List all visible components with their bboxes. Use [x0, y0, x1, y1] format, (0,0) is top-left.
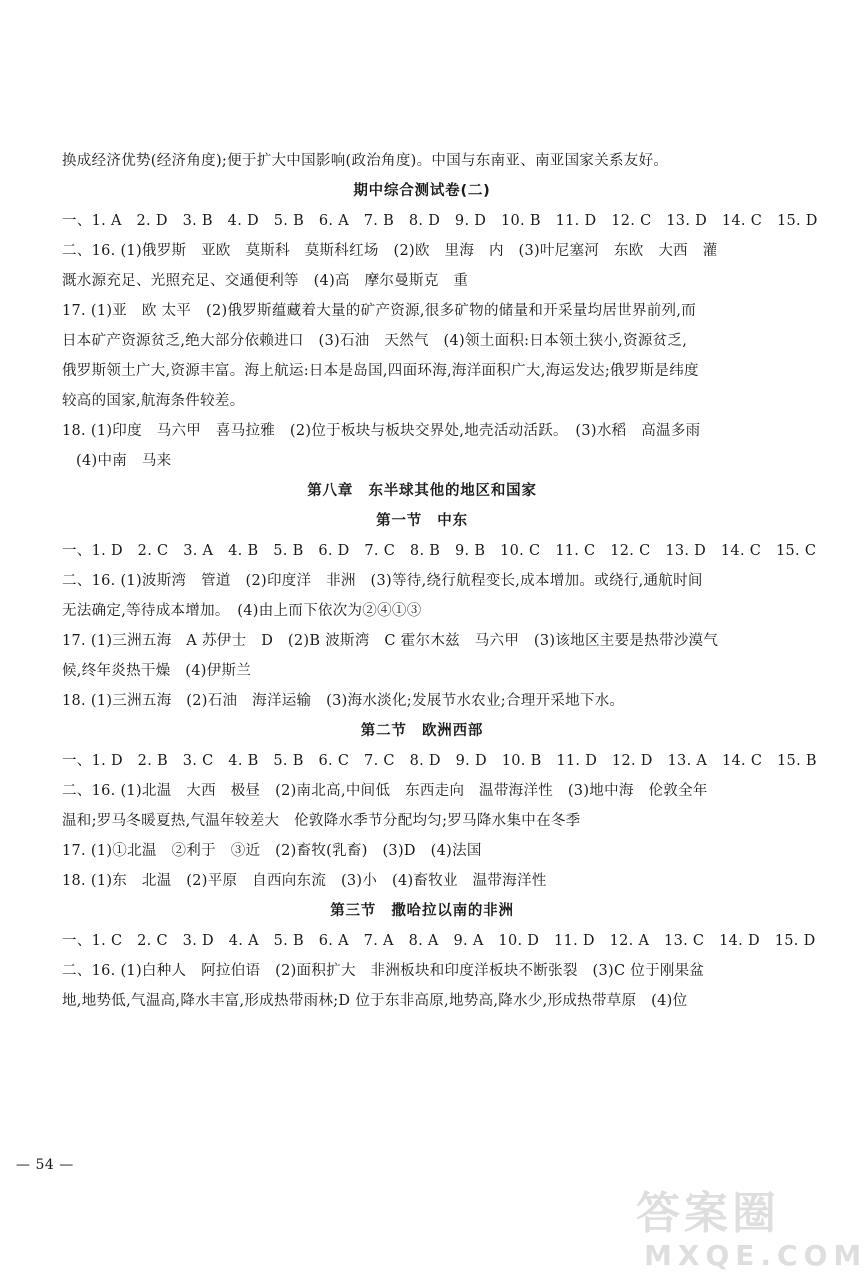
text-line: 二、16. (1)波斯湾 管道 (2)印度洋 非洲 (3)等待,绕行航程变长,成本增加。或绕行,通航时间	[62, 573, 703, 589]
text-line: (4)中南 马来	[76, 453, 172, 469]
text-line: 二、16. (1)白种人 阿拉伯语 (2)面积扩大 非洲板块和印度洋板块不断张裂 (3)C 位于刚果盆	[62, 963, 705, 979]
text-line: 地,地势低,气温高,降水丰富,形成热带雨林;D 位于东非高原,地势高,降水少,形成热带草原 (4)位	[62, 993, 688, 1009]
section-title: 期中综合测试卷(二)	[353, 183, 491, 199]
text-line: 俄罗斯领土广大,资源丰富。海上航运:日本是岛国,四面环海,海洋面积广大,海运发达;俄罗斯是纬度	[62, 363, 699, 379]
text-line: 17. (1)亚 欧 太平 (2)俄罗斯蕴藏着大量的矿产资源,很多矿物的储量和开采量均居世界前列,而	[62, 303, 697, 319]
watermark-domain: MXQE.COM	[644, 1239, 867, 1272]
text-line: 溉水源充足、光照充足、交通便利等 (4)高 摩尔曼斯克 重	[62, 273, 469, 289]
text-line: 二、16. (1)俄罗斯 亚欧 莫斯科 莫斯科红场 (2)欧 里海 内 (3)叶尼塞河 东欧 大西 灌	[62, 243, 718, 259]
text-line: 一、1. D 2. B 3. C 4. B 5. B 6. C 7. C 8. D 9. D 10. B 11. D 12. D 13. A 14. C 15. B	[62, 753, 817, 769]
text-line: 一、1. D 2. C 3. A 4. B 5. B 6. D 7. C 8. B 9. B 10. C 11. C 12. C 13. D 14. C 15. C	[62, 543, 817, 559]
text-line: 日本矿产资源贫乏,绝大部分依赖进口 (3)石油 天然气 (4)领土面积:日本领土狭小,资源贫乏,	[62, 333, 688, 349]
watermark-text: 答案圈	[636, 1188, 780, 1239]
text-line: 17. (1)①北温 ②利于 ③近 (2)畜牧(乳畜) (3)D (4)法国	[62, 843, 482, 859]
text-line: 18. (1)三洲五海 (2)石油 海洋运输 (3)海水淡化;发展节水农业;合理开采地下水。	[62, 693, 625, 709]
text-line: 17. (1)三洲五海 A 苏伊士 D (2)B 波斯湾 C 霍尔木兹 马六甲 (3)该地区主要是热带沙漠气	[62, 633, 719, 649]
text-line: 较高的国家,航海条件较差。	[62, 393, 245, 409]
text-line: 18. (1)印度 马六甲 喜马拉雅 (2)位于板块与板块交界处,地壳活动活跃。 (3)水稻 高温多雨	[62, 423, 701, 439]
text-line: 候,终年炎热干燥 (4)伊斯兰	[62, 663, 252, 679]
page-number: — 54 —	[16, 1157, 74, 1173]
chapter-title: 第八章 东半球其他的地区和国家	[307, 483, 537, 499]
section-title: 第二节 欧洲西部	[360, 723, 484, 739]
text-line: 二、16. (1)北温 大西 极昼 (2)南北高,中间低 东西走向 温带海洋性 (3)地中海 伦敦全年	[62, 783, 708, 799]
section-title: 第三节 撒哈拉以南的非洲	[330, 903, 514, 919]
text-line: 一、1. A 2. D 3. B 4. D 5. B 6. A 7. B 8. D 9. D 10. B 11. D 12. C 13. D 14. C 15. D	[62, 213, 818, 229]
text-line: 温和;罗马冬暖夏热,气温年较差大 伦敦降水季节分配均匀;罗马降水集中在冬季	[62, 813, 581, 829]
text-line: 无法确定,等待成本增加。 (4)由上而下依次为②④①③	[62, 603, 422, 619]
text-line: 一、1. C 2. C 3. D 4. A 5. B 6. A 7. A 8. A 9. A 10. D 11. D 12. A 13. C 14. D 15. D	[62, 933, 816, 949]
text-line: 18. (1)东 北温 (2)平原 自西向东流 (3)小 (4)畜牧业 温带海洋性	[62, 873, 547, 889]
answer-content	[62, 146, 818, 1016]
watermark-logo	[636, 1188, 867, 1276]
text-line: 换成经济优势(经济角度);便于扩大中国影响(政治角度)。中国与东南亚、南亚国家关系友好。	[62, 153, 669, 169]
section-title: 第一节 中东	[376, 513, 468, 529]
